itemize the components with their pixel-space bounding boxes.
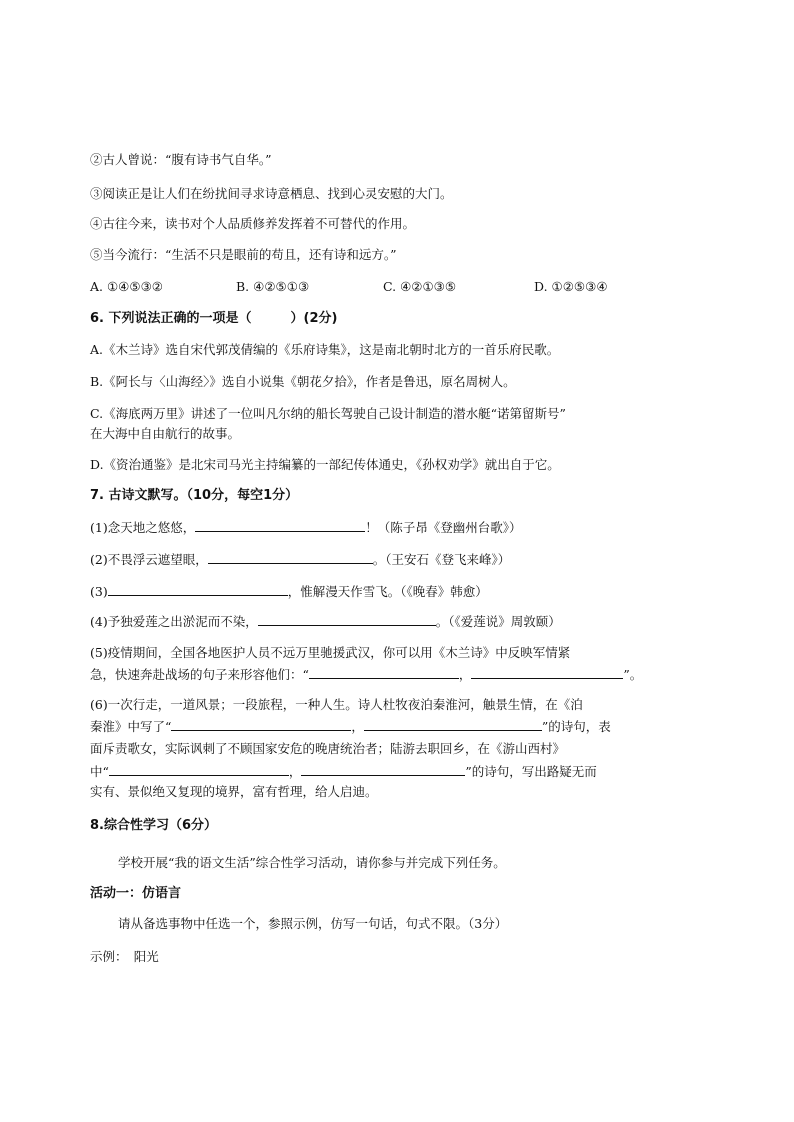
q8-task: 请从备选事物中任选一个，参照示例，仿写一句话，句式不限。（3分） [118, 916, 508, 931]
q7-6-comma-2: ， [288, 764, 302, 779]
q7-1-suffix: ！（陈子昂《登幽州台歌》） [365, 520, 522, 535]
q8-example: 示例： 阳光 [90, 949, 159, 964]
q5-option-d: D. ①②⑤③④ [534, 279, 608, 294]
q7-title: 7. 古诗文默写。（10分，每空1分） [90, 488, 299, 503]
q5-sentence-3: ③阅读正是让人们在纷扰间寻求诗意栖息、找到心灵安慰的大门。 [90, 186, 453, 201]
q7-3-prefix: (3) [90, 584, 108, 599]
q7-item-6-line5: 实有、景似绝又复现的境界，富有哲理，给人启迪。 [90, 784, 378, 799]
q5-sentence-4: ④古往今来，读书对个人品质修养发挥着不可替代的作用。 [90, 216, 416, 231]
q7-3-suffix: ，惟解漫天作雪飞。（《晚春》韩愈） [287, 584, 488, 599]
q7-5-suffix: ”。 [623, 667, 643, 682]
q7-5-prefix: 急，快速奔赴战场的句子来形容他们：“ [90, 667, 309, 682]
q7-5-blank-1[interactable] [309, 665, 459, 679]
q5-sentence-5: ⑤当今流行：“生活不只是眼前的苟且，还有诗和远方。” [90, 247, 397, 262]
q7-6-comma: ， [351, 719, 364, 734]
q7-6-suffix: ”的诗句，写出路疑无而 [465, 764, 597, 779]
q7-6-blank-1[interactable] [171, 717, 351, 731]
q7-4-suffix: 。（《爱莲说》周敦颐） [435, 614, 561, 629]
q7-item-6-line4 [90, 762, 597, 781]
q5-option-a: A. ①④⑤③② [90, 279, 164, 294]
q5-option-b: B. ④②⑤①③ [236, 279, 310, 294]
q7-1-prefix: (1)念天地之悠悠， [90, 520, 196, 535]
q6-option-d: D.《资治通鉴》是北宋司马光主持编纂的一部纪传体通史，《孙权劝学》就出自于它。 [90, 457, 560, 472]
q7-item-2 [90, 550, 510, 569]
q6-option-a: A.《木兰诗》选自宋代郭茂倩编的《乐府诗集》，这是南北朝时北方的一首乐府民歌。 [90, 342, 560, 357]
q7-2-suffix: 。（王安石《登飞来峰》） [372, 552, 511, 567]
q7-6-blank-4[interactable] [301, 762, 465, 776]
q8-activity-1-heading: 活动一：仿语言 [90, 886, 182, 901]
q7-6-blank-2[interactable] [364, 717, 542, 731]
q7-1-blank[interactable] [195, 518, 365, 532]
q7-6-prefix-2: 中“ [90, 764, 109, 779]
q8-intro: 学校开展“我的语文生活”综合性学习活动，请你参与并完成下列任务。 [118, 855, 506, 870]
q6-title: 6. 下列说法正确的一项是（ ）(2分) [90, 311, 338, 326]
q7-item-5-line1: (5)疫情期间，全国各地医护人员不远万里驰援武汉，你可以用《木兰诗》中反映军情紧 [90, 645, 571, 660]
q7-item-6-line3: 面斥责歌女，实际讽刺了不顾国家安危的晚唐统治者；陆游去职回乡，在《游山西村》 [90, 741, 566, 756]
q6-option-c-line1: C.《海底两万里》讲述了一位叫凡尔纳的船长驾驶自己设计制造的潜水艇“诺第留斯号” [90, 406, 566, 421]
q7-item-3 [90, 582, 488, 601]
q7-6-prefix: 秦淮》中写了“ [90, 719, 172, 734]
q5-option-c: C. ④②①③⑤ [383, 279, 457, 294]
q7-5-comma: ， [458, 667, 472, 682]
q7-item-4 [90, 612, 561, 631]
q7-4-blank[interactable] [258, 612, 436, 626]
q7-3-blank[interactable] [108, 582, 288, 596]
q7-6-mid: ”的诗句，表 [541, 719, 611, 734]
q7-2-blank[interactable] [208, 550, 373, 564]
q7-item-6-line2 [90, 717, 611, 736]
q7-item-1 [90, 518, 521, 537]
q5-sentence-2: ②古人曾说：“腹有诗书气自华。” [90, 152, 272, 167]
q7-item-5-line2 [90, 665, 642, 684]
q8-title: 8.综合性学习（6分） [90, 818, 218, 833]
q7-2-prefix: (2)不畏浮云遮望眼， [90, 552, 208, 567]
q7-4-prefix: (4)予独爱莲之出淤泥而不染， [90, 614, 258, 629]
q6-option-b: B.《阿长与〈山海经〉》选自小说集《朝花夕拾》，作者是鲁迅，原名周树人。 [90, 374, 516, 389]
q7-5-blank-2[interactable] [471, 665, 623, 679]
q6-option-c-line2: 在大海中自由航行的故事。 [90, 426, 241, 441]
q7-item-6-line1: (6)一次行走，一道风景；一段旅程，一种人生。诗人杜牧夜泊秦淮河，触景生情，在《泊 [90, 697, 583, 712]
q7-6-blank-3[interactable] [109, 762, 289, 776]
